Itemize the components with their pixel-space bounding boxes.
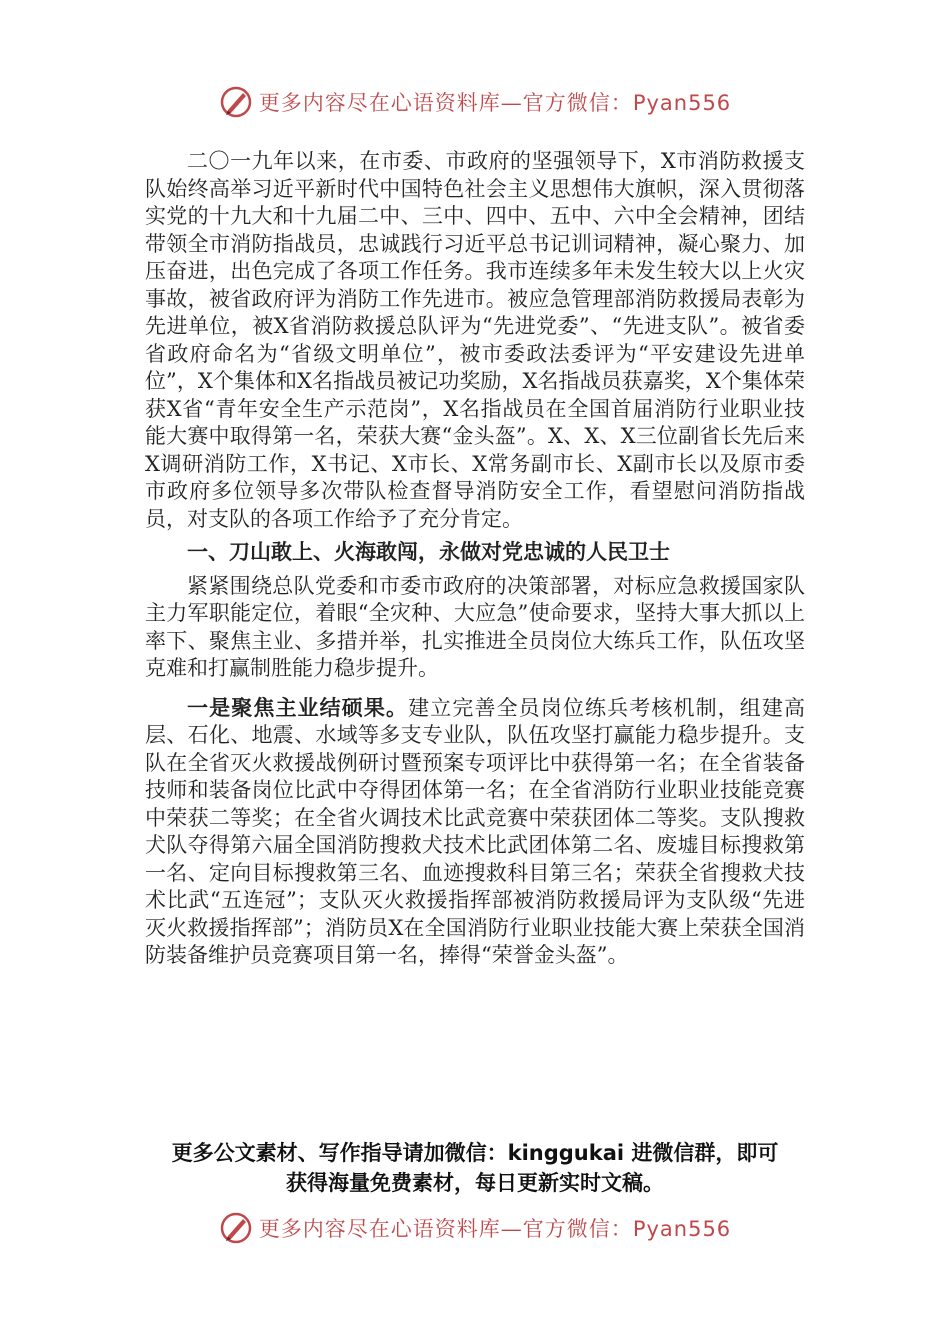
footer-note-line2: 获得海量免费素材，每日更新实时文稿。 [286,1171,664,1195]
header-banner [0,82,950,122]
pen-logo-icon [219,85,253,119]
paragraph-item-one [145,695,805,970]
document-body [145,148,805,970]
banner-text [259,87,731,117]
banner-label: 更多内容尽在心语资料库—官方微信： [258,1217,633,1241]
banner-text [259,1213,731,1243]
banner-label: 更多内容尽在心语资料库—官方微信： [258,91,633,115]
paragraph-section-intro: 紧紧围绕总队党委和市委市政府的决策部署，对标应急救援国家队主力军职能定位，着眼“全灾种、大应急”使命要求，坚持大事大抓以上率下、聚焦主业、多措并举，扎实推进全员岗位大练兵工作，队伍攻坚克难和打赢制胜能力稳步提升。 [145,573,805,680]
paragraph-intro: 二〇一九年以来，在市委、市政府的坚强领导下，X市消防救援支队始终高举习近平新时代中国特色社会主义思想伟大旗帜，深入贯彻落实党的十九大和十九届二中、三中、四中、五中、六中全会精神，团结带领全市消防指战员，忠诚践行习近平总书记训词精神，凝心聚力、加压奋进，出色完成了各项工作任务。我市连续多年未发生较大以上火灾事故，被省政府评为消防工作先进市。被应急管理部消防救援局表彰为先进单位，被X省消防救援总队评为“先进党委”、“先进支队”。被省委省政府命名为“省级文明单位”，被市委政法委评为“平安建设先进单位”，X个集体和X名指战员被记功奖励，X名指战员获嘉奖，X个集体荣获X省“青年安全生产示范岗”，X名指战员在全国首届消防行业职业技能大赛中取得第一名，荣获大赛“金头盔”。X、X、X三位副省长先后来X调研消防工作，X书记、X市长、X常务副市长、X副市长以及原市委市政府多位领导多次带队检查督导消防安全工作，看望慰问消防指战员，对支队的各项工作给予了充分肯定。 [145,149,805,531]
banner-wechat-id: Pyan556 [632,91,732,115]
paragraph-item-one-body: 建立完善全员岗位练兵考核机制，组建高层、石化、地震、水域等多支专业队，队伍攻坚打赢能力稳步提升。支队在全省灭火救援战例研讨暨预案专项评比中获得第一名；在全省装备技师和装备岗位比武中夺得团体第一名；在全省消防行业职业技能竞赛中荣获二等奖；在全省火调技术比武竞赛中荣获团体二等奖。支队搜救犬队夺得第六届全国消防搜救犬技术比武团体第二名、废墟目标搜救第一名、定向目标搜救第三名、血迹搜救科目第三名；荣获全省搜救犬技术比武“五连冠”；支队灭火救援指挥部被消防救援局评为支队级“先进灭火救援指挥部”；消防员X在全国消防行业职业技能大赛上荣获全国消防装备维护员竞赛项目第一名，捧得“荣誉金头盔”。 [145,695,806,967]
banner-wechat-id: Pyan556 [632,1217,732,1241]
paragraph-item-one-lead: 一是聚焦主业结硕果。 [187,695,409,720]
footer-banner [0,1208,950,1248]
pen-logo-icon [219,1211,253,1245]
footer-note [140,1138,810,1198]
footer-note-line1: 更多公文素材、写作指导请加微信：kinggukai 进微信群，即可 [171,1141,779,1165]
section-heading: 一、刀山敢上、火海敢闯，永做对党忠诚的人民卫士 [187,540,670,564]
